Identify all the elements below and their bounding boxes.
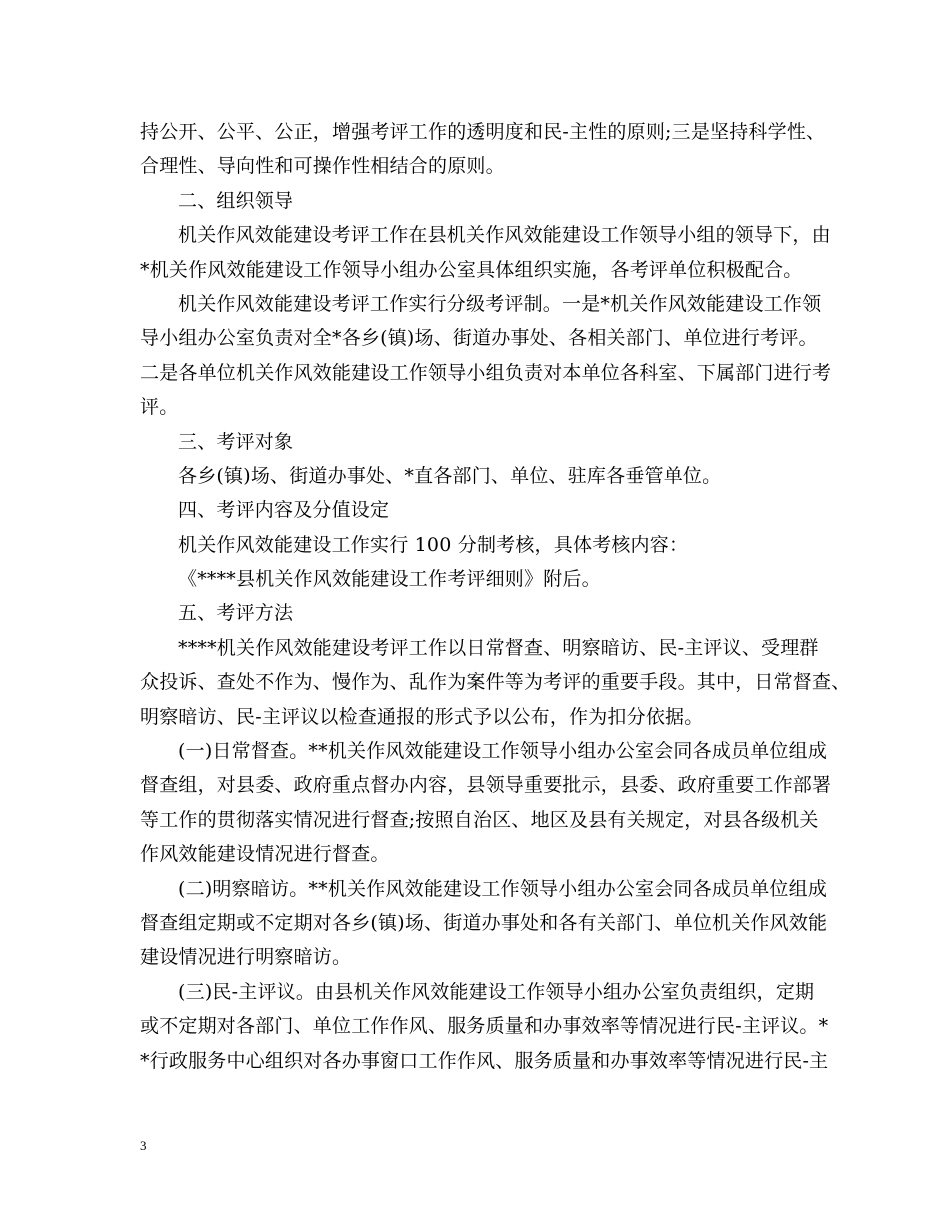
text-line: 二是各单位机关作风效能建设工作领导小组负责对本单位各科室、下属部门进行考 [140, 361, 832, 384]
text-line: *机关作风效能建设工作领导小组办公室具体组织实施，各考评单位积极配合。 [140, 258, 803, 281]
text-line: ****机关作风效能建设考评工作以日常督查、明察暗访、民-主评议、受理群 [178, 636, 819, 659]
text-line: 明察暗访、民-主评议以检查通报的形式予以公布，作为扣分依据。 [140, 705, 704, 728]
text-line: 作风效能建设情况进行督查。 [140, 843, 390, 866]
text-line: 众投诉、查处不作为、慢作为、乱作为案件等为考评的重要手段。其中，日常督查、 [140, 671, 851, 694]
text-line: 督查组，对县委、政府重点督办内容，县领导重要批示，县委、政府重要工作部署 [140, 774, 832, 797]
body-text [140, 115, 851, 1078]
section-heading: 五、考评方法 [178, 602, 294, 625]
text-line: 评。 [140, 396, 179, 419]
text-line: 机关作风效能建设工作实行 100 分制考核，具体考核内容： [178, 533, 689, 556]
text-line: (一)日常督查。**机关作风效能建设工作领导小组办公室会同各成员单位组成 [178, 740, 828, 763]
text-line: (二)明察暗访。**机关作风效能建设工作领导小组办公室会同各成员单位组成 [178, 877, 828, 900]
text-line: 持公开、公平、公正，增强考评工作的透明度和民-主性的原则;三是坚持科学性、 [140, 121, 826, 143]
text-line: *行政服务中心组织对各办事窗口工作作风、服务质量和办事效率等情况进行民-主 [140, 1049, 829, 1072]
text-line: 或不定期对各部门、单位工作作风、服务质量和办事效率等情况进行民-主评议。* [140, 1015, 829, 1038]
text-line: (三)民-主评议。由县机关作风效能建设工作领导小组办公室负责组织，定期 [178, 980, 815, 1003]
text-line: 《****县机关作风效能建设工作考评细则》附后。 [178, 568, 601, 591]
section-heading: 四、考评内容及分值设定 [178, 499, 390, 522]
page-number: 3 [140, 1138, 147, 1153]
text-line: 督查组定期或不定期对各乡(镇)场、街道办事处和各有关部门、单位机关作风效能 [140, 911, 828, 934]
section-heading: 二、组织领导 [178, 189, 294, 212]
text-line: 机关作风效能建设考评工作在县机关作风效能建设工作领导小组的领导下，由 [178, 224, 831, 247]
text-line: 各乡(镇)场、街道办事处、*直各部门、单位、驻库各垂管单位。 [178, 464, 722, 487]
text-line: 建设情况进行明察暗访。 [140, 946, 352, 969]
text-line: 机关作风效能建设考评工作实行分级考评制。一是*机关作风效能建设工作领 [178, 292, 822, 315]
text-line: 等工作的贯彻落实情况进行督查;按照自治区、地区及县有关规定，对县各级机关 [140, 808, 819, 831]
text-line: 合理性、导向性和可操作性相结合的原则。 [140, 155, 505, 178]
text-line: 导小组办公室负责对全*各乡(镇)场、街道办事处、各相关部门、单位进行考评。 [140, 327, 818, 350]
section-heading: 三、考评对象 [178, 430, 294, 453]
